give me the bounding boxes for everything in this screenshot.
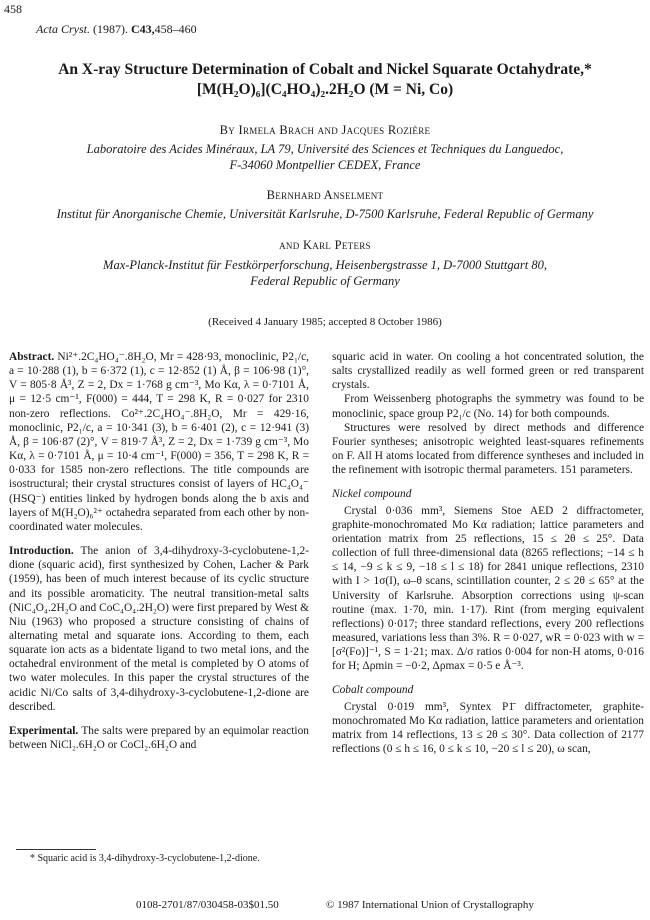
cobalt-text: Crystal 0·019 mm³, Syntex P1̄ diffractometer, graphite-monochromated Mo Kα radiation, lattice parameters and orientation matrix from 14 reflections, 13 ≤ 2θ ≤ 30°. Data collection of 2177 reflections (0 ≤ h ≤ 16, 0 ≤ k ≤ 10, −20 ≤ l ≤ 20), ω scan, [332, 700, 644, 756]
abstract-heading: Abstract. [9, 351, 55, 363]
experimental-text: The salts were prepared by an equimolar reaction between NiCl₂.6H₂O or CoCl₂.6H₂O and [9, 724, 309, 752]
right-para-2: From Weissenberg photographs the symmetry was found to be monoclinic, space group P2₁/c (No. 14) for both compounds. [332, 393, 644, 420]
affiliation-3-line1: Max-Planck-Institut für Festkörperforschung, Heisenbergstrasse 1, D-7000 Stuttgart 80, [103, 258, 547, 272]
left-column [9, 350, 309, 752]
introduction-heading: Introduction. [9, 545, 74, 558]
copyright: © 1987 International Union of Crystallography [326, 899, 534, 911]
article-title-line2: [M(H₂O)₆](C₄HO₄)₂.2H₂O (M = Ni, Co) [196, 81, 454, 98]
introduction-text: The anion of 3,4-dihydroxy-3-cyclobutene-1,2-dione (squaric acid), first synthesized by Cohen, Lacher & Park (1959), has been of much interest because of its cyclic structure and its possible aromaticity. The neutral transition-metal salts (NiC₄O₄.2H₂O and CoC₄O₄.2H₂O) were first prepared by West & Niu (1963) who proposed a structure consisting of chains of alternating metal and squarate ions. According to them, each squarate ion acts as a bidentate ligand to two metal ions, and the octahedral environment of the metal is completed by O atoms of two water molecules. In this paper the crystal structures of the acidic Ni/Co salts of 3,4-dihydroxy-3-cyclobutene-1,2-dione are described. [9, 545, 309, 713]
authors-2: Bernhard Anselment [266, 188, 384, 202]
affiliation-3-line2: Federal Republic of Germany [250, 274, 400, 288]
affiliation-2: Institut für Anorganische Chemie, Universität Karlsruhe, D-7500 Karlsruhe, Federal Republic of Germany [56, 207, 594, 221]
article-title-line1: An X-ray Structure Determination of Cobalt and Nickel Squarate Octahydrate,* [58, 61, 592, 78]
authors-1: By Irmela Brach and Jacques Rozière [219, 123, 431, 137]
affiliation-1-line2: F-34060 Montpellier CEDEX, France [229, 158, 421, 172]
journal-reference [36, 22, 197, 37]
introduction [9, 544, 309, 714]
right-para-3: Structures were resolved by direct methods and difference Fourier syntheses; anisotropic weighted least-squares refinements on F. All H atoms located from difference syntheses and included in the refinement with isotropic thermal parameters. 151 parameters. [332, 421, 644, 477]
page-number: 458 [4, 2, 22, 16]
article-title [0, 60, 650, 100]
journal-volume: C43, [131, 22, 155, 36]
footnote: * Squaric acid is 3,4-dihydroxy-3-cyclobutene-1,2-dione. [30, 853, 260, 864]
cobalt-heading: Cobalt compound [332, 684, 414, 697]
abstract [9, 350, 309, 534]
right-column [332, 350, 644, 756]
journal-name: Acta Cryst. [36, 22, 90, 36]
journal-pages: 458–460 [154, 22, 197, 36]
footnote-rule [16, 849, 96, 850]
affiliation-1-line1: Laboratoire des Acides Minéraux, LA 79, Université des Sciences et Techniques du Languedoc, [86, 142, 564, 156]
experimental [9, 724, 309, 752]
journal-year: (1987). [93, 22, 128, 36]
nickel-heading: Nickel compound [332, 488, 412, 501]
right-para-1: squaric acid in water. On cooling a hot concentrated solution, the salts crystallized readily as well formed green or red transparent crystals. [332, 351, 644, 392]
abstract-text: Ni²⁺.2C₄HO₄⁻.8H₂O, Mr = 428·93, monoclinic, P2₁/c, a = 10·288 (1), b = 6·372 (1), c = 12·852 (1) Å, β = 106·98 (1)°, V = 805·8 Å³, Z = 2, Dx = 1·768 g cm⁻³, Mo Kα, λ = 0·7101 Å, μ = 12·5 cm⁻¹, F(000) = 444, T = 298 K, R = 0·027 for 2310 non-zero reflections. Co²⁺.2C₄HO₄⁻.8H₂O, Mr = 429·16, monoclinic, P2₁/c, a = 10·341 (3), b = 6·401 (2), c = 12·941 (3) Å, β = 106·87 (2)°, V = 819·7 Å³, Z = 2, Dx = 1·739 g cm⁻³, Mo Kα, λ = 0·7101 Å, μ = 10·4 cm⁻¹, F(000) = 356, T = 298 K, R = 0·033 for 1585 non-zero reflections. The title compounds are isostructural; their crystal structures consist of layers of HC₄O₄⁻ (HSQ⁻) entities linked by hydrogen bonds along the b axis and layers of M(H₂O)₆²⁺ octahedra separated from each other by non-coordinated water molecules. [9, 351, 309, 533]
authors-3: and Karl Peters [279, 238, 371, 252]
received-dates: (Received 4 January 1985; accepted 8 October 1986) [208, 316, 442, 328]
article-code: 0108-2701/87/030458-03$01.50 [136, 899, 279, 911]
experimental-heading: Experimental. [9, 724, 79, 737]
nickel-text: Crystal 0·036 mm³, Siemens Stoe AED 2 diffractometer, graphite-monochromated Mo Kα radiation; lattice parameters and orientation matrix from 25 reflections, 15 ≤ 2θ ≤ 25°. Data collection of full three-dimensional data (8265 reflections; −14 ≤ h ≤ 14, −9 ≤ k ≤ 9, −18 ≤ l ≤ 18) for 2841 unique reflections, 2310 with I > 1σ(I), ω–θ scans, scintillation counter, 2 ≤ 2θ ≤ 65° at the University of Karlsruhe. Absorption corrections using ψ-scan routine (max. 1·70, min. 1·17). Rint (from merging equivalent reflections) 0·017; three standard reflections, every 200 reflections measured, variations less than 3%. R = 0·027, wR = 0·023 with w = [σ²(Fo)]⁻¹, S = 1·21; max. Δ/σ ratios 0·004 for non-H atoms, 0·016 for H; Δρmin = −0·2, Δρmax = 0·5 e Å⁻³. [332, 504, 644, 673]
